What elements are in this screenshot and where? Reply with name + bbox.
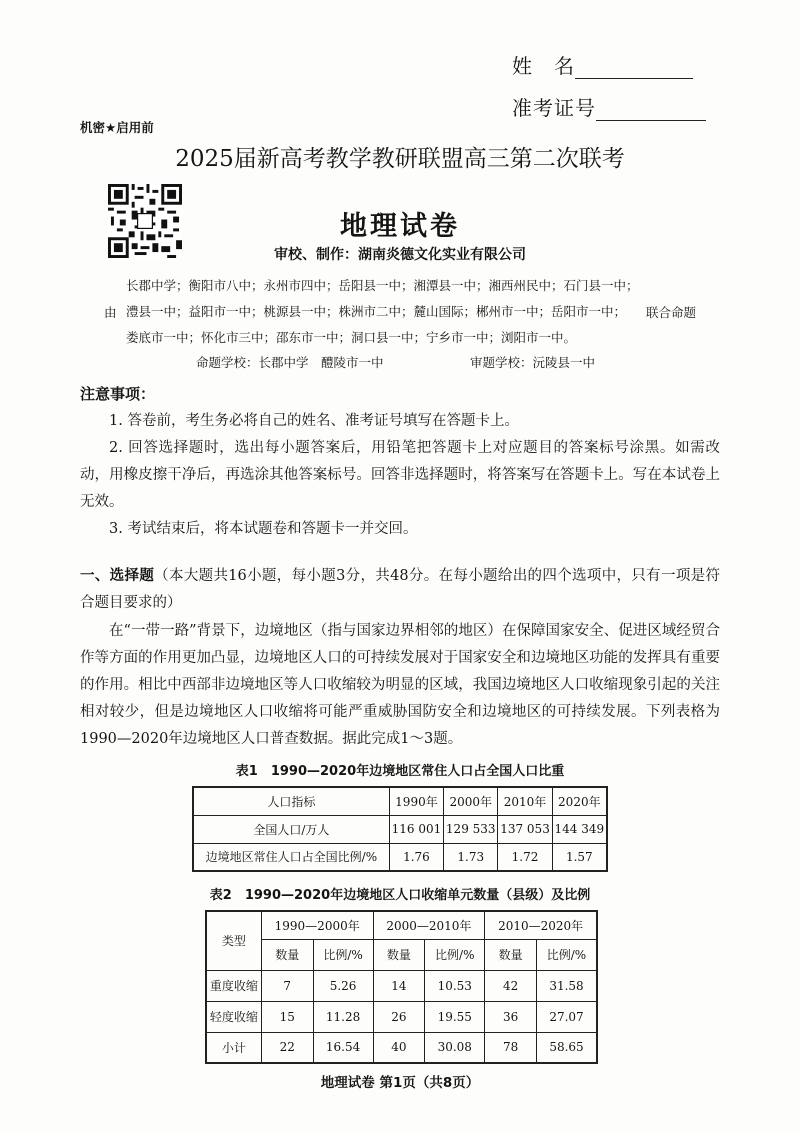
table2 xyxy=(205,910,598,1064)
table1-caption: 表1 1990—2020年边境地区常住人口占全国人口比重 xyxy=(235,764,565,779)
table2-type-header: 类型 xyxy=(206,911,261,970)
table2-cell: 轻度收缩 xyxy=(206,1001,261,1032)
table2-cell: 7 xyxy=(261,970,313,1001)
question-schools: 命题学校：长郡中学 醴陵市一中 xyxy=(196,355,384,370)
notice-item: 1. 答卷前，考生务必将自己的姓名、准考证号填写在答题卡上。 xyxy=(109,413,519,429)
table2-cell: 30.08 xyxy=(425,1032,485,1063)
name-blank xyxy=(575,58,693,79)
schools-line: 娄底市一中；怀化市三中；邵东市一中；洞口县一中；宁乡市一中；浏阳市一中。 xyxy=(126,330,577,345)
table2-period: 2000—2010年 xyxy=(373,911,485,939)
passage: 在“一带一路”背景下，边境地区（指与国家边界相邻的地区）在保障国家安全、促进区域经贸合作等方面的作用更加凸显，边境地区人口的可持续发展对于国家安全和边境地区功能的发挥具有重要的作用。相比中西部非边境地区等人口收缩较为明显的区域，我国边境地区人口收缩现象引起的关注相对较少，但是边境地区人口收缩将可能严重威胁国防安全和边境地区的可持续发展。下列表格为1990—2020年边境地区人口普查数据。据此完成1～3题。 xyxy=(80,623,720,747)
table1-header: 2010年 xyxy=(498,787,552,815)
section-desc: （本大题共16小题，每小题3分，共48分。在每小题给出的四个选项中，只有一项是符合题目要求的） xyxy=(80,568,721,611)
table2-cell: 36 xyxy=(485,1001,537,1032)
table2-period: 2010—2020年 xyxy=(485,911,597,939)
table1-header: 1990年 xyxy=(389,787,443,815)
table2-cell: 26 xyxy=(373,1001,425,1032)
table1-header: 2000年 xyxy=(444,787,498,815)
table1-cell: 1.57 xyxy=(552,843,607,871)
table2-subheader: 比例/% xyxy=(537,939,598,970)
name-field xyxy=(512,50,693,79)
table2-cell: 小计 xyxy=(206,1032,261,1063)
table2-subheader: 比例/% xyxy=(425,939,485,970)
confidential-mark: 机密★启用前 xyxy=(80,120,154,135)
schools-line: 长郡中学；衡阳市八中；永州市四中；岳阳县一中；湘潭县一中；湘西州民中；石门县一中； xyxy=(126,278,639,293)
table2-cell: 11.28 xyxy=(313,1001,373,1032)
table1-cell: 1.76 xyxy=(389,843,443,871)
exam-id-blank xyxy=(596,100,706,121)
exam-id-field xyxy=(512,92,706,121)
table2-cell: 重度收缩 xyxy=(206,970,261,1001)
table2-cell: 42 xyxy=(485,970,537,1001)
table2-cell: 14 xyxy=(373,970,425,1001)
table1-cell: 1.72 xyxy=(498,843,552,871)
table1-cell: 129 533 xyxy=(444,815,498,843)
producer-line: 审校、制作：湖南炎德文化实业有限公司 xyxy=(274,247,526,263)
page-footer: 地理试卷 第1页（共8页） xyxy=(320,1075,480,1091)
table2-cell: 5.26 xyxy=(313,970,373,1001)
notice-item: 2. 回答选择题时，选出每小题答案后，用铅笔把答题卡上对应题目的答案标号涂黑。如需改动，用橡皮擦干净后，再选涂其他答案标号。回答非选择题时，将答案写在答题卡上。写在本试卷上无效。 xyxy=(80,440,720,510)
schools-line: 澧县一中；益阳市一中；桃源县一中；株洲市二中；麓山国际；郴州市一中；岳阳市一中； xyxy=(126,304,627,319)
table2-subheader: 数量 xyxy=(485,939,537,970)
table1-cell: 116 001 xyxy=(389,815,443,843)
table2-cell: 40 xyxy=(373,1032,425,1063)
table2-cell: 22 xyxy=(261,1032,313,1063)
table1-cell: 137 053 xyxy=(498,815,552,843)
review-school: 审题学校：沅陵县一中 xyxy=(470,355,596,370)
table2-cell: 15 xyxy=(261,1001,313,1032)
table1-cell: 全国人口/万人 xyxy=(193,815,389,843)
table1-cell: 144 349 xyxy=(552,815,607,843)
table2-cell: 16.54 xyxy=(313,1032,373,1063)
joint-label: 联合命题 xyxy=(646,305,697,320)
paper-title: 地理试卷 xyxy=(340,211,460,242)
table2-cell: 19.55 xyxy=(425,1001,485,1032)
notice-item: 3. 考试结束后，将本试题卷和答题卡一并交回。 xyxy=(109,521,418,537)
table2-cell: 78 xyxy=(485,1032,537,1063)
exam-title: 2025届新高考教学教研联盟高三第二次联考 xyxy=(175,146,625,172)
table2-cell: 31.58 xyxy=(537,970,598,1001)
table2-caption: 表2 1990—2020年边境地区人口收缩单元数量（县级）及比例 xyxy=(209,888,591,903)
table2-subheader: 比例/% xyxy=(313,939,373,970)
section-heading xyxy=(80,563,720,617)
table1-header: 人口指标 xyxy=(193,787,389,815)
table2-subheader: 数量 xyxy=(261,939,313,970)
exam-id-label: 准考证号 xyxy=(512,96,596,120)
table2-cell: 58.65 xyxy=(537,1032,598,1063)
table1 xyxy=(192,786,608,872)
table2-cell: 10.53 xyxy=(425,970,485,1001)
table1-cell: 边境地区常住人口占全国比例/% xyxy=(193,843,389,871)
table2-subheader: 数量 xyxy=(373,939,425,970)
table1-header: 2020年 xyxy=(552,787,607,815)
notice-title: 注意事项： xyxy=(80,385,156,403)
table1-cell: 1.73 xyxy=(444,843,498,871)
table2-period: 1990—2000年 xyxy=(261,911,373,939)
section-title: 一、选择题 xyxy=(80,568,155,584)
table2-cell: 27.07 xyxy=(537,1001,598,1032)
name-label: 姓 名 xyxy=(512,54,575,78)
by-label: 由 xyxy=(104,305,117,320)
